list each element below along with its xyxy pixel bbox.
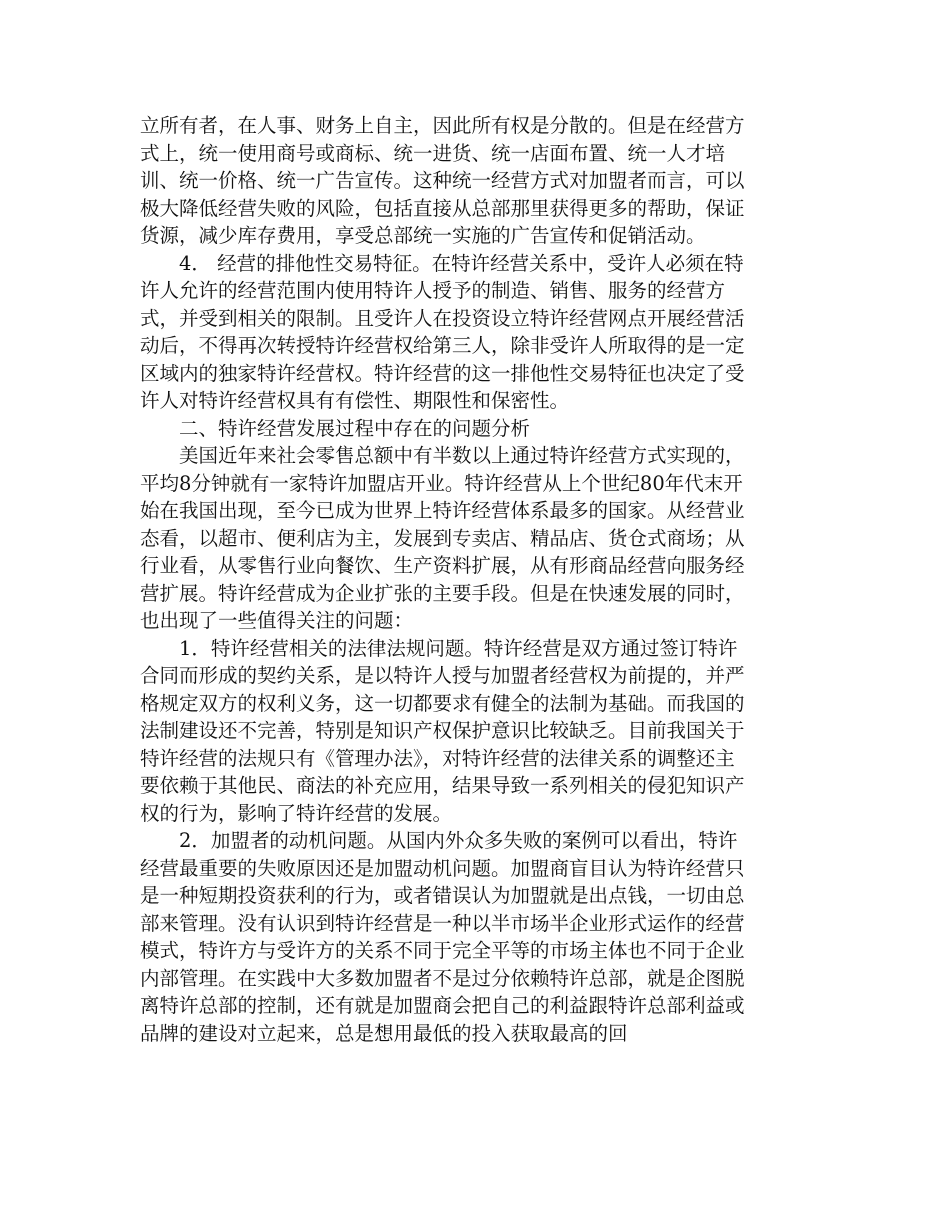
paragraph-legal-issues: 1．特许经营相关的法律法规问题。特许经营是双方通过签订特许合同而形成的契约关系，是以特许人授与加盟者经营权为前提的，并严格规定双方的权利义务，这一切都要求有健全的法制为基础。而我国的法制建设还不完善，特别是知识产权保护意识比较缺乏。目前我国关于特许经营的法规只有《管理办法》，对特许经营的法律关系的调整还主要依赖于其他民、商法的补充应用，结果导致一系列相关的侵犯知识产权的行为，影响了特许经营的发展。 [140,636,745,825]
paragraph-exclusive-trading: 4． 经营的排他性交易特征。在特许经营关系中，受许人必须在特许人允许的经营范围内使用特许人授予的制造、销售、服务的经营方式，并受到相关的限制。且受许人在投资设立特许经营网点开展经营活动后，不得再次转授特许经营权给第三人，除非受许人所取得的是一定区域内的独家特许经营权。特许经营的这一排他性交易特征也决定了受许人对特许经营权具有有偿性、期限性和保密性。 [140,251,745,412]
paragraph-continuation: 立所有者，在人事、财务上自主，因此所有权是分散的。但是在经营方式上，统一使用商号或商标、统一进货、统一店面布置、统一人才培训、统一价格、统一广告宣传。这种统一经营方式对加盟者而言，可以极大降低经营失败的风险，包括直接从总部那里获得更多的帮助，保证货源，减少库存费用，享受总部统一实施的广告宣传和促销活动。 [140,114,745,247]
document-body [140,112,752,1047]
section-heading-problems: 二、特许经营发展过程中存在的问题分析 [179,416,531,440]
paragraph-us-franchising: 美国近年来社会零售总额中有半数以上通过特许经营方式实现的，平均8分钟就有一家特许加盟店开业。特许经营从上个世纪80年代末开始在我国出现，至今已成为世界上特许经营体系最多的国家。从经营业态看，以超市、便利店为主，发展到专卖店、精品店、货仓式商场；从行业看，从零售行业向餐饮、生产资料扩展，从有形商品经营向服务经营扩展。特许经营成为企业扩张的主要手段。但是在快速发展的同时，也出现了一些值得关注的问题： [140,444,745,632]
paragraph-franchisee-motivation: 2．加盟者的动机问题。从国内外众多失败的案例可以看出，特许经营最重要的失败原因还是加盟动机问题。加盟商盲目认为特许经营只是一种短期投资获利的行为，或者错误认为加盟就是出点钱，一切由总部来管理。没有认识到特许经营是一种以半市场半企业形式运作的经营模式，特许方与受许方的关系不同于完全平等的市场主体也不同于企业内部管理。在实践中大多数加盟者不是过分依赖特许总部，就是企图脱离特许总部的控制，还有就是加盟商会把自己的利益跟特许总部利益或品牌的建设对立起来，总是想用最低的投入获取最高的回 [140,829,745,1045]
